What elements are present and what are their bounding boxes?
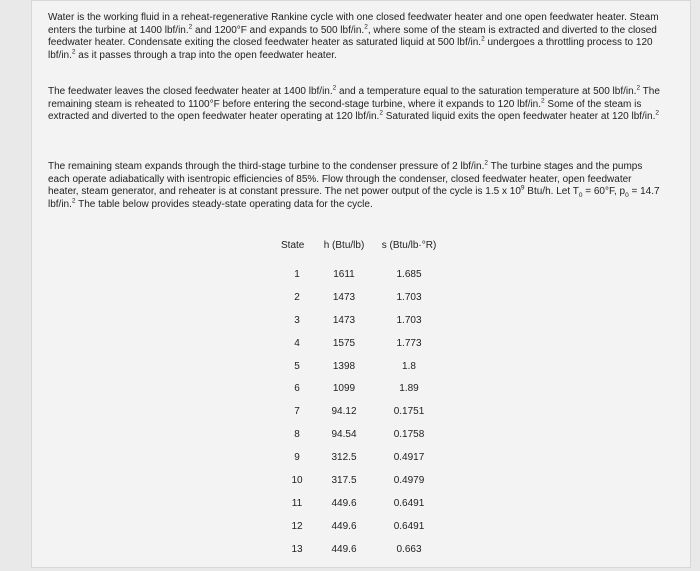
text-run: Btu/h. Let T <box>524 186 579 197</box>
entropy-cell: 0.6491 <box>393 520 425 532</box>
state-cell: 9 <box>294 452 300 464</box>
entropy-cell: 0.1758 <box>393 429 425 441</box>
enthalpy-cell: 1473 <box>332 314 356 326</box>
enthalpy-cell: 1398 <box>332 360 356 372</box>
state-cell: 10 <box>291 474 303 486</box>
entropy-cell: 0.1751 <box>393 406 425 418</box>
enthalpy-cell: 449.6 <box>331 497 357 509</box>
problem-page <box>31 0 691 568</box>
table-row <box>277 538 447 561</box>
table-row <box>277 492 447 515</box>
text-run: Saturated liquid exits the open feedwater heater at 120 lbf/in. <box>382 111 656 122</box>
enthalpy-cell: 1473 <box>332 291 356 303</box>
enthalpy-cell: 317.5 <box>331 474 357 486</box>
superscript: 2 <box>655 109 659 117</box>
header-enthalpy: h (Btu/lb) <box>323 239 365 251</box>
superscript: 2 <box>481 35 485 43</box>
state-cell: 4 <box>294 337 300 349</box>
superscript: 2 <box>379 109 383 117</box>
entropy-cell: 1.703 <box>396 314 422 326</box>
text-run: , where some of the steam is extracted and diverted to the closed feedwater heater. Condensate exiting the closed feedwater heater as saturated liquid at 500 lbf/in. <box>48 24 657 48</box>
state-cell: 1 <box>294 268 300 280</box>
table-row <box>277 400 447 423</box>
text-run: The feedwater leaves the closed feedwater heater at 1400 lbf/in. <box>48 86 333 97</box>
text-run: The remaining steam expands through the third-stage turbine to the condenser pressure of 2 lbf/in. <box>48 161 485 172</box>
table-header-row <box>277 237 447 259</box>
table-row <box>277 469 447 492</box>
table-row <box>277 446 447 469</box>
state-cell: 12 <box>291 520 303 532</box>
superscript: 2 <box>71 197 76 205</box>
state-cell: 2 <box>294 291 300 303</box>
entropy-cell: 0.6491 <box>393 497 425 509</box>
table-row <box>277 286 447 309</box>
enthalpy-cell: 449.6 <box>331 543 357 555</box>
text-run: and a temperature equal to the saturation temperature at 500 lbf/in. <box>336 86 637 97</box>
entropy-cell: 0.4917 <box>393 452 425 464</box>
header-state: State <box>281 239 305 251</box>
state-cell: 7 <box>294 406 300 418</box>
header-entropy: s (Btu/lb·°R) <box>381 239 437 251</box>
entropy-cell: 1.773 <box>396 337 422 349</box>
problem-paragraph-3 <box>48 161 663 211</box>
superscript: 2 <box>364 23 368 31</box>
table-row <box>277 377 447 400</box>
superscript: 2 <box>71 48 76 56</box>
state-cell: 5 <box>294 360 300 372</box>
text-run: = 60°F, p <box>582 186 626 197</box>
entropy-cell: 0.663 <box>396 543 422 555</box>
superscript: 2 <box>188 23 193 31</box>
enthalpy-cell: 94.54 <box>331 429 357 441</box>
enthalpy-cell: 312.5 <box>331 452 357 464</box>
enthalpy-cell: 449.6 <box>331 520 357 532</box>
text-run: The table below provides steady-state operating data for the cycle. <box>75 198 373 210</box>
superscript: 2 <box>636 84 641 92</box>
table-row <box>277 332 447 355</box>
entropy-cell: 0.4979 <box>393 474 425 486</box>
text-run: The turbine stages and the pumps each operate adiabatically with isentropic efficiencies of 85%. Flow through the condenser, closed feedwater heater, open feedwater heater, steam generator, and reheater is at constant pressure. The net power output of the cycle is 1.5 x 10 <box>48 161 643 197</box>
text-run: undergoes a throttling process to 120 lbf/in. <box>48 37 653 61</box>
enthalpy-cell: 1611 <box>333 268 355 280</box>
text-run: Some of the steam is extracted and diverted to the open feedwater heater operating at 120 lbf/in. <box>48 98 642 122</box>
subscript: 0 <box>625 192 629 199</box>
text-run: as it passes through a trap into the open feedwater heater. <box>75 49 337 61</box>
state-cell: 11 <box>291 497 303 509</box>
superscript: 2 <box>541 97 545 105</box>
table-row <box>277 309 447 332</box>
table-row <box>277 259 447 286</box>
superscript: 9 <box>520 184 525 192</box>
table-row <box>277 515 447 538</box>
entropy-cell: 1.703 <box>396 291 422 303</box>
state-cell: 3 <box>294 314 300 326</box>
table-row <box>277 423 447 446</box>
problem-paragraph-2 <box>48 86 663 124</box>
entropy-cell: 1.685 <box>396 268 422 280</box>
state-data-table <box>277 237 447 561</box>
entropy-cell: 1.89 <box>399 383 419 395</box>
superscript: 2 <box>484 159 488 167</box>
state-cell: 6 <box>294 383 300 395</box>
subscript: 0 <box>578 192 583 199</box>
text-run: and 1200°F and expands to 500 lbf/in. <box>192 24 365 36</box>
enthalpy-cell: 94.12 <box>331 406 357 418</box>
text-run: The remaining steam is reheated to 1100°F before entering the second-stage turbine, where it expands to 120 lbf/in. <box>48 86 660 110</box>
superscript: 2 <box>332 84 337 92</box>
state-cell: 13 <box>291 543 303 555</box>
table-row <box>277 355 447 378</box>
text-run: = 14.7 lbf/in. <box>48 186 660 210</box>
problem-paragraph-1 <box>48 12 663 62</box>
enthalpy-cell: 1575 <box>332 337 356 349</box>
entropy-cell: 1.8 <box>402 360 416 372</box>
state-cell: 8 <box>294 429 300 441</box>
text-run: Water is the working fluid in a reheat-regenerative Rankine cycle with one closed feedwater heater and one open feedwater heater. Steam enters the turbine at 1400 lbf/in. <box>48 12 659 36</box>
enthalpy-cell: 1099 <box>332 383 356 395</box>
